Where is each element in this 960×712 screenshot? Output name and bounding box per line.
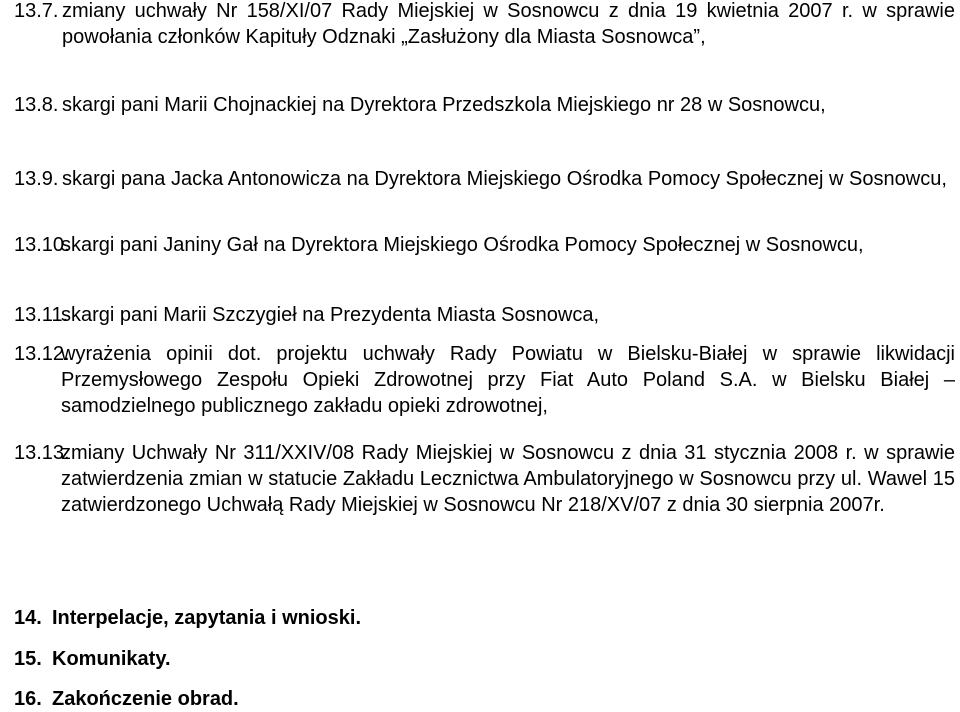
subitem-number: 13.9.	[14, 168, 59, 190]
item-title: Interpelacje, zapytania i wnioski.	[52, 607, 361, 629]
agenda-subitem-13-13	[14, 440, 955, 518]
subitem-number: 13.11.	[14, 304, 69, 326]
subitem-number: 13.12.	[14, 343, 70, 365]
item-number: 15.	[14, 648, 42, 670]
subitem-number: 13.10.	[14, 234, 70, 256]
item-title: Zakończenie obrad.	[52, 688, 239, 710]
subitem-text: skargi pani Marii Chojnackiej na Dyrektora Przedszkola Miejskiego nr 28 w Sosnowcu,	[62, 94, 826, 116]
subitem-text: zmiany uchwały Nr 158/XI/07 Rady Miejskiej w Sosnowcu z dnia 19 kwietnia 2007 r. w sprawie powołania członków Kapituły Odznaki „Zasłużony dla Miasta Sosnowca”,	[62, 0, 955, 48]
agenda-item-14	[14, 605, 361, 631]
agenda-subitem-13-11	[14, 302, 955, 328]
agenda-subitem-13-10	[14, 232, 955, 258]
agenda-item-16	[14, 686, 239, 712]
agenda-subitem-13-9	[14, 166, 955, 192]
subitem-number: 13.8.	[14, 94, 59, 116]
item-number: 16.	[14, 688, 42, 710]
item-title: Komunikaty.	[52, 648, 171, 670]
subitem-text: wyrażenia opinii dot. projektu uchwały Rady Powiatu w Bielsku-Białej w sprawie likwidacji Przemysłowego Zespołu Opieki Zdrowotnej przy Fiat Auto Poland S.A. w Bielsku Białej – samodzielnego publicznego zakładu opieki zdrowotnej,	[61, 343, 955, 417]
subitem-text: skargi pani Marii Szczygieł na Prezydenta Miasta Sosnowca,	[61, 304, 600, 326]
agenda-subitem-13-8	[14, 92, 955, 118]
subitem-number: 13.7.	[14, 0, 59, 22]
agenda-subitem-13-12	[14, 341, 955, 419]
agenda-subitem-13-7	[14, 0, 955, 50]
subitem-text: skargi pani Janiny Gał na Dyrektora Miejskiego Ośrodka Pomocy Społecznej w Sosnowcu,	[61, 234, 864, 256]
subitem-text: zmiany Uchwały Nr 311/XXIV/08 Rady Miejskiej w Sosnowcu z dnia 31 stycznia 2008 r. w sprawie zatwierdzenia zmian w statucie Zakładu Lecznictwa Ambulatoryjnego w Sosnowcu przy ul. Wawel 15 zatwierdzonego Uchwałą Rady Miejskiej w Sosnowcu Nr 218/XV/07 z dnia 30 sierpnia 2007r.	[61, 442, 955, 516]
subitem-number: 13.13.	[14, 442, 70, 464]
item-number: 14.	[14, 607, 42, 629]
agenda-item-15	[14, 646, 171, 672]
subitem-text: skargi pana Jacka Antonowicza na Dyrektora Miejskiego Ośrodka Pomocy Społecznej w Sosnowcu,	[62, 168, 947, 190]
